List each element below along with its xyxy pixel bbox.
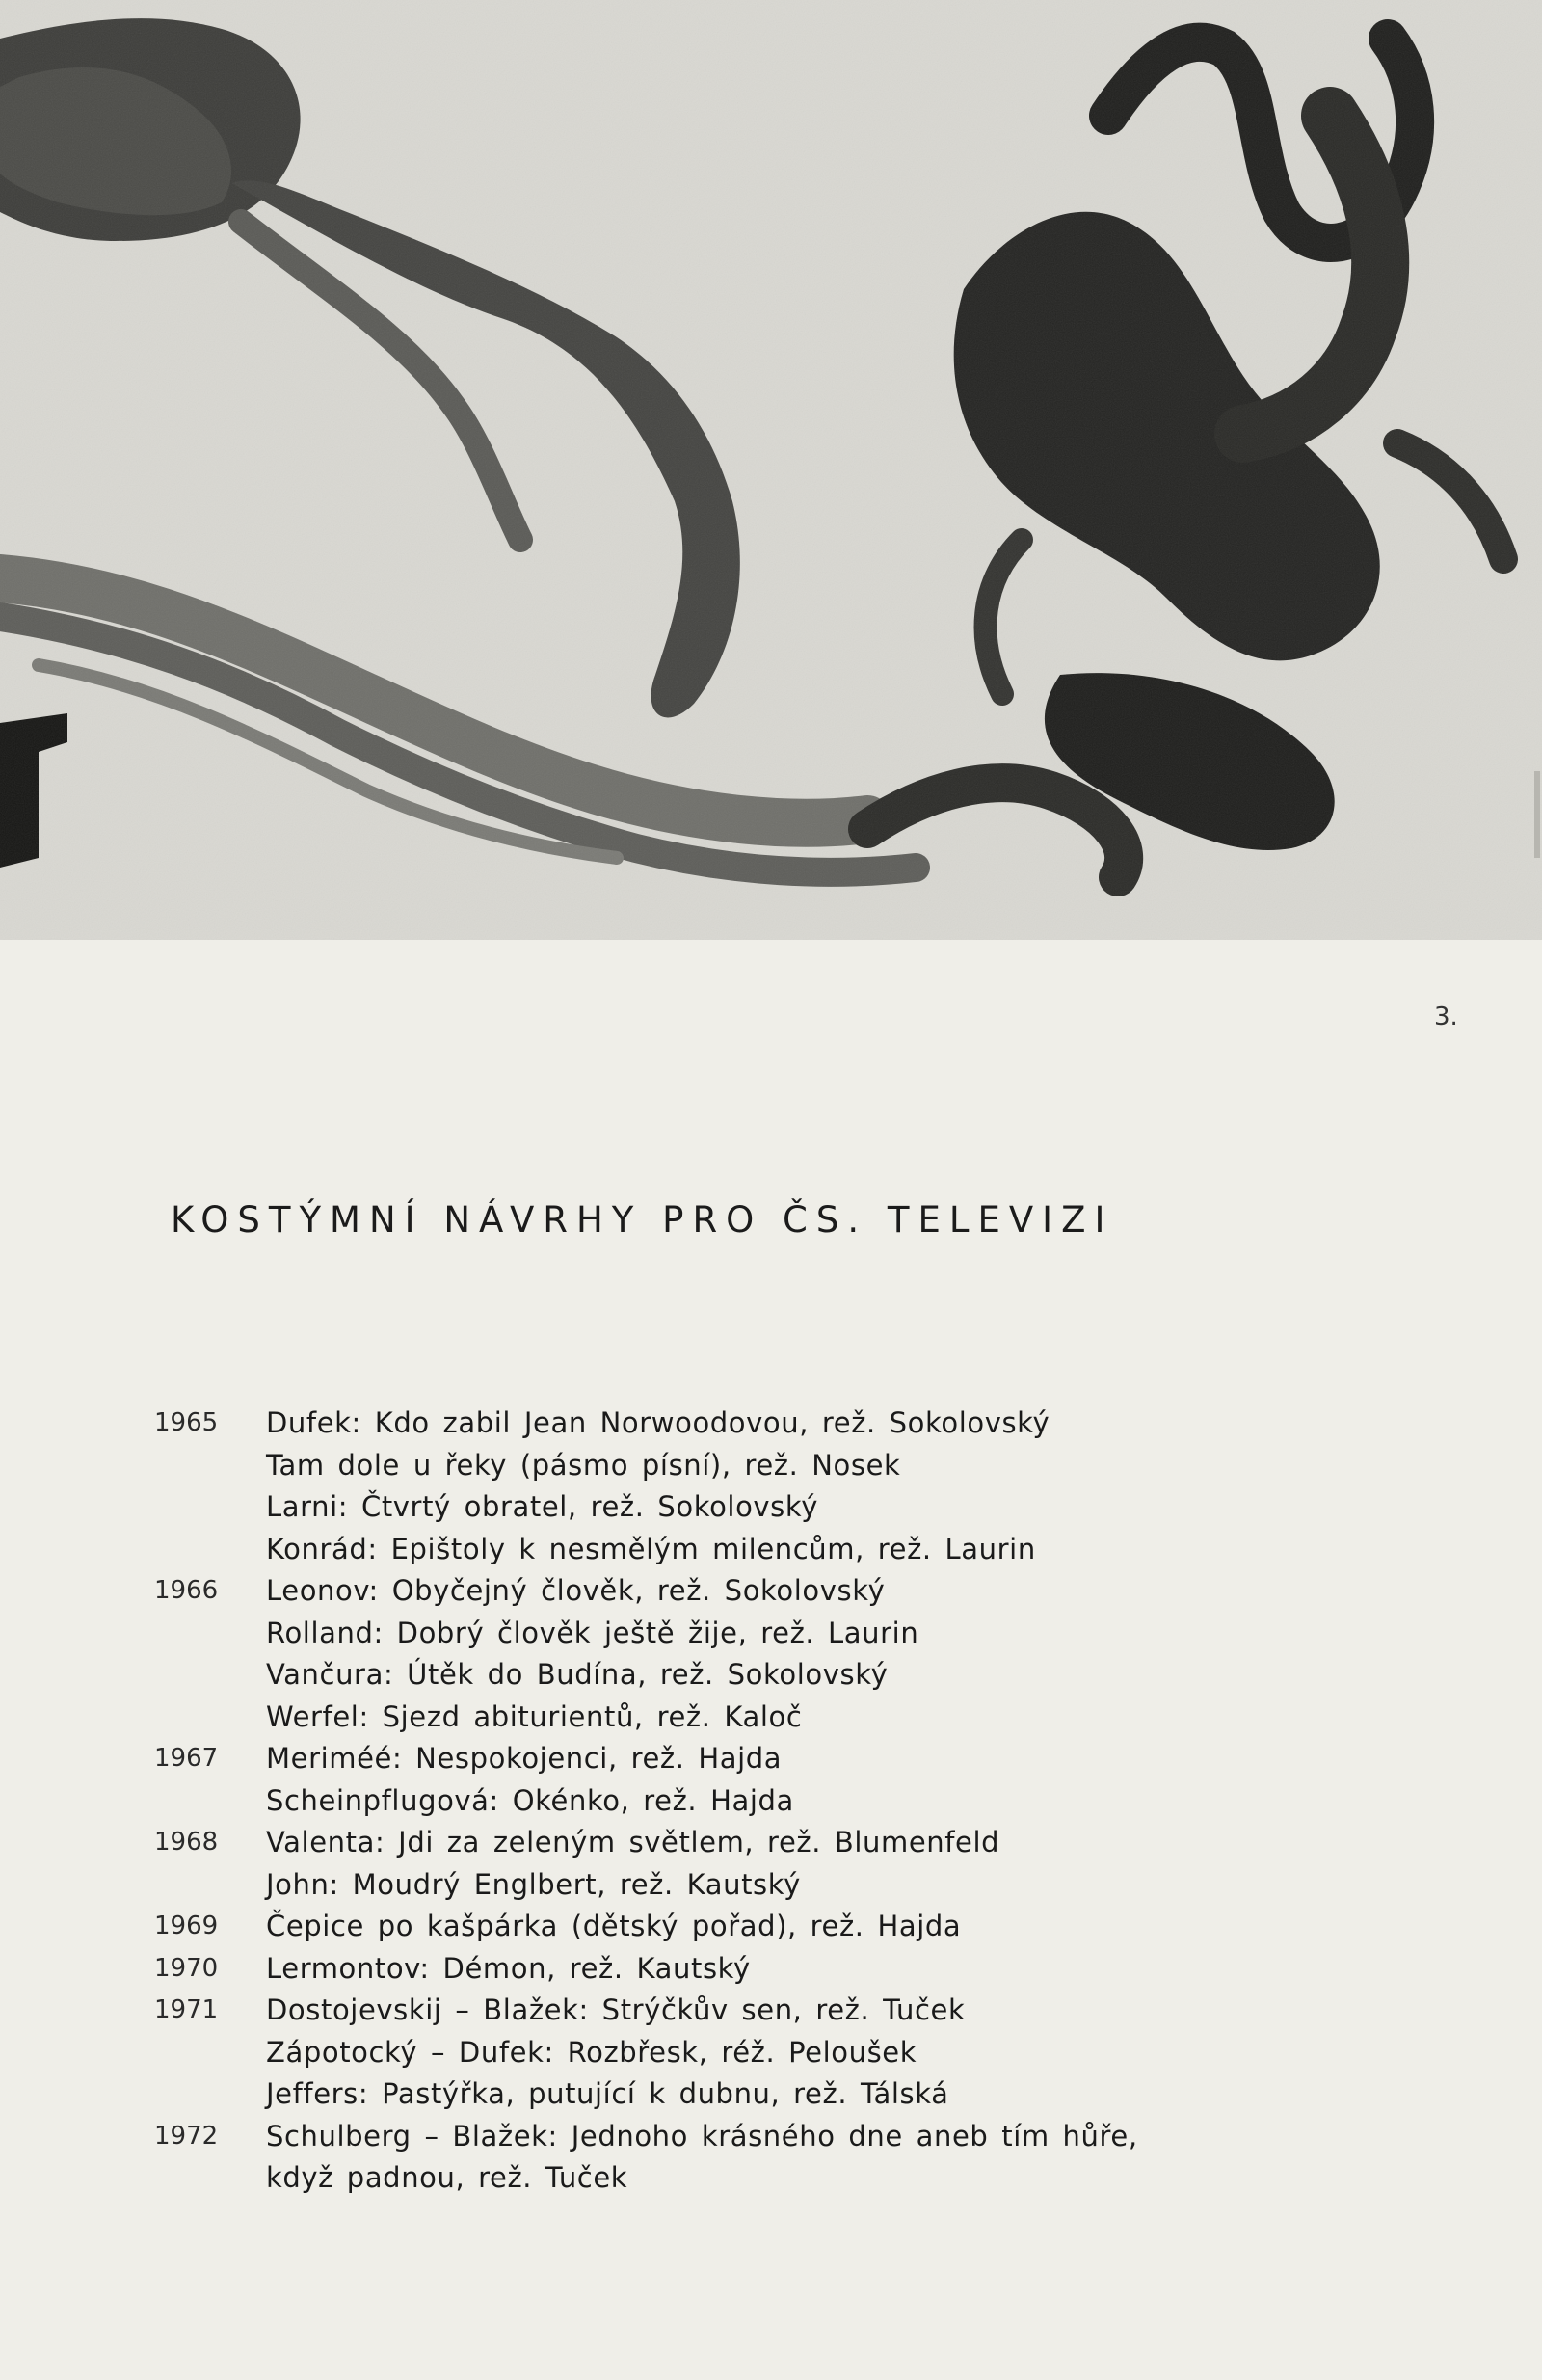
entry-year: 1966 (154, 1576, 219, 1605)
entry-year (154, 1697, 266, 1739)
list-item (154, 1738, 1407, 1780)
entry-year (154, 1529, 266, 1571)
entry-year (154, 1486, 266, 1529)
list-item (154, 2116, 1407, 2158)
list-item (154, 1906, 1407, 1948)
entry-year (154, 1613, 266, 1655)
list-item (154, 1613, 1407, 1655)
entry-text: Tam dole u řeky (pásmo písní), rež. Nosek (266, 1448, 901, 1482)
entry-year: 1971 (154, 1995, 219, 2024)
list-item (154, 1445, 1407, 1487)
entry-year (154, 1654, 266, 1697)
entry-text: Meriméé: Nespokojenci, rež. Hajda (266, 1742, 783, 1775)
entry-text: když padnou, rež. Tuček (266, 2161, 628, 2194)
entry-text: Čepice po kašpárka (dětský pořad), rež. Hajda (266, 1910, 962, 1942)
entry-year (154, 1864, 266, 1907)
list-item (154, 1948, 1407, 1991)
entry-text: John: Moudrý Englbert, rež. Kautský (266, 1867, 801, 1901)
list-item (154, 1697, 1407, 1739)
production-list (154, 1403, 1407, 2200)
entry-text: Rolland: Dobrý člověk ještě žije, rež. Laurin (266, 1616, 919, 1649)
textile-artwork-image (0, 0, 1542, 940)
entry-year: 1965 (154, 1408, 219, 1437)
entry-text: Dostojevskij – Blažek: Strýčkův sen, rež. Tuček (266, 1993, 966, 2026)
list-item (154, 1822, 1407, 1864)
entry-year: 1968 (154, 1828, 219, 1857)
page-number: 3. (1434, 1003, 1458, 1031)
entry-text: Jeffers: Pastýřka, putující k dubnu, rež. Tálská (266, 2077, 949, 2110)
entry-text: Zápotocký – Dufek: Rozbřesk, réž. Peloušek (266, 2035, 917, 2069)
entry-year (154, 2032, 266, 2074)
entry-text: Werfel: Sjezd abiturientů, rež. Kaloč (266, 1699, 803, 1733)
list-item (154, 2157, 1407, 2200)
page-edge-mark (1534, 771, 1540, 858)
textile-artwork-photo (0, 0, 1542, 940)
entry-year (154, 1780, 266, 1823)
list-item (154, 2073, 1407, 2116)
entry-text: Vančura: Útěk do Budína, rež. Sokolovský (266, 1658, 889, 1691)
page-title: KOSTÝMNÍ NÁVRHY PRO ČS. TELEVIZI (171, 1199, 1114, 1241)
entry-year: 1972 (154, 2121, 219, 2151)
list-item (154, 1990, 1407, 2032)
entry-text: Valenta: Jdi za zeleným světlem, rež. Blumenfeld (266, 1826, 1000, 1859)
list-item (154, 2032, 1407, 2074)
entry-text: Lermontov: Démon, rež. Kautský (266, 1951, 751, 1985)
entry-year: 1969 (154, 1912, 219, 1940)
list-item (154, 1486, 1407, 1529)
list-item (154, 1403, 1407, 1445)
entry-year: 1970 (154, 1953, 219, 1983)
list-item (154, 1864, 1407, 1907)
entry-text: Konrád: Epištoly k nesmělým milencům, rež. Laurin (266, 1532, 1036, 1565)
list-item (154, 1780, 1407, 1823)
entry-year (154, 2157, 266, 2200)
entry-text: Leonov: Obyčejný člověk, rež. Sokolovský (266, 1574, 886, 1607)
list-item (154, 1529, 1407, 1571)
entry-text: Larni: Čtvrtý obratel, rež. Sokolovský (266, 1490, 819, 1523)
entry-year (154, 1445, 266, 1487)
list-item (154, 1654, 1407, 1697)
entry-text: Scheinpflugová: Okénko, rež. Hajda (266, 1783, 794, 1817)
entry-year: 1967 (154, 1744, 219, 1773)
entry-text: Schulberg – Blažek: Jednoho krásného dne aneb tím hůře, (266, 2119, 1138, 2153)
list-item (154, 1570, 1407, 1613)
entry-year (154, 2073, 266, 2116)
entry-text: Dufek: Kdo zabil Jean Norwoodovou, rež. Sokolovský (266, 1406, 1050, 1439)
